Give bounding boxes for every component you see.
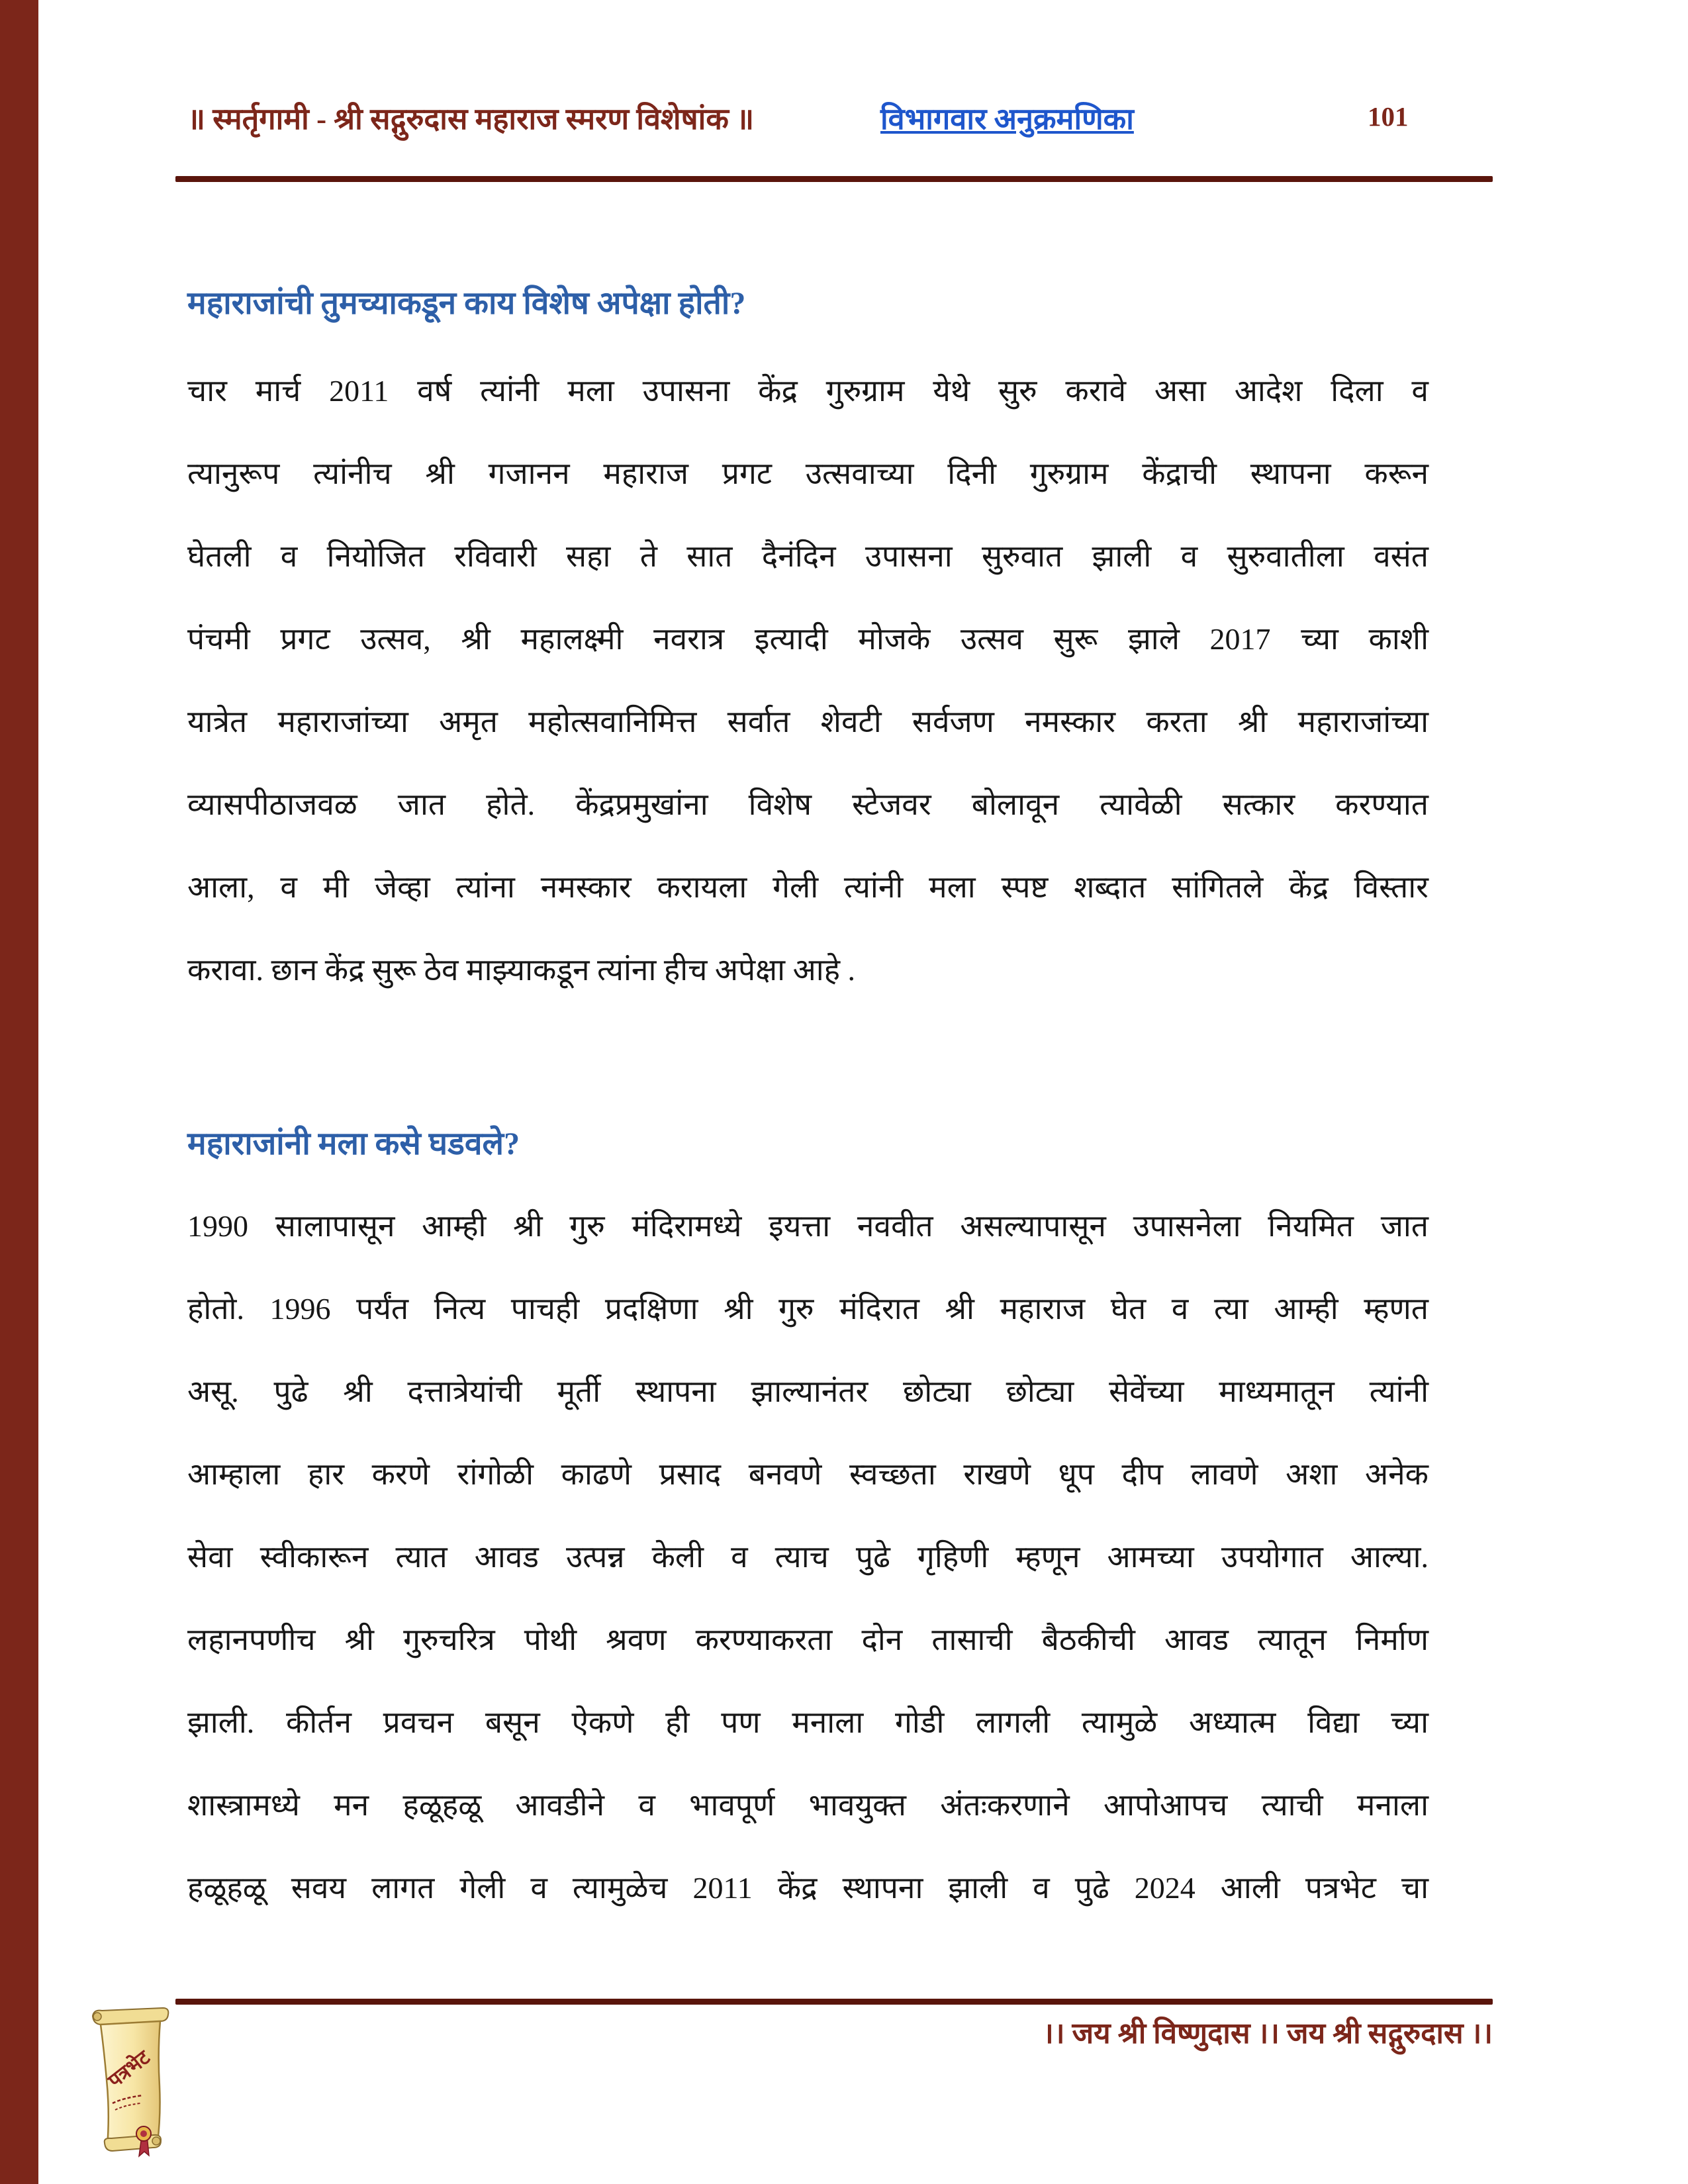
logo-wordmark: पत्रभेट: [104, 2046, 154, 2093]
paragraph-expectation: [187, 349, 1429, 1011]
page-number: 101: [1368, 101, 1409, 132]
paragraph-line: यात्रेत महाराजांच्या अमृत महोत्सवानिमित्त सर्वात शेवटी सर्वजण नमस्कार करता श्री महाराजांच्या: [187, 705, 1429, 739]
paragraph-line: 1990 सालापासून आम्ही श्री गुरु मंदिरामध्ये इयत्ता नववीत असल्यापासून उपासनेला नियमित जात: [187, 1209, 1429, 1243]
toc-link[interactable]: विभागवार अनुक्रमणिका: [880, 103, 1134, 136]
paragraph-line: हळूहळू सवय लागत गेली व त्यामुळेच 2011 केंद्र स्थापना झाली व पुढे 2024 आली पत्रभेट चा: [187, 1871, 1429, 1905]
footer-blessing: ।। जय श्री विष्णुदास ।। जय श्री सद्गुरुदास ।।: [1043, 2017, 1493, 2050]
paragraph-line: व्यासपीठाजवळ जात होते. केंद्रप्रमुखांना विशेष स्टेजवर बोलावून त्यावेळी सत्कार करण्यात: [187, 788, 1429, 821]
paragraph-line: असू. पुढे श्री दत्तात्रेयांची मूर्ती स्थापना झाल्यानंतर छोट्या छोट्या सेवेंच्या माध्यमातून त्यांनी: [187, 1375, 1429, 1408]
paragraph-line: लहानपणीच श्री गुरुचरित्र पोथी श्रवण करण्याकरता दोन तासाची बैठकीची आवड त्यातून निर्माण: [187, 1623, 1429, 1657]
header-divider: [175, 176, 1493, 182]
paragraph-line: घेतली व नियोजित रविवारी सहा ते सात दैनंदिन उपासना सुरुवात झाली व सुरुवातीला वसंत: [187, 539, 1429, 573]
paragraph-line: आम्हाला हार करणे रांगोळी काढणे प्रसाद बनवणे स्वच्छता राखणे धूप दीप लावणे अशा अनेक: [187, 1457, 1429, 1491]
paragraph-line: शास्त्रामध्ये मन हळूहळू आवडीने व भावपूर्ण भावयुक्त अंतःकरणाने आपोआपच त्याची मनाला: [187, 1788, 1429, 1822]
paragraph-line: त्यानुरूप त्यांनीच श्री गजानन महाराज प्रगट उत्सवाच्या दिनी गुरुग्राम केंद्राची स्थापना करून: [187, 457, 1429, 490]
section-heading-expectation: महाराजांची तुमच्याकडून काय विशेष अपेक्षा होती?: [187, 286, 746, 321]
journal-title: ॥ स्मर्तृगामी - श्री सद्गुरुदास महाराज स्मरण विशेषांक ॥: [187, 103, 755, 136]
section-heading-shaping: महाराजांनी मला कसे घडवले?: [187, 1126, 520, 1161]
paragraph-line: करावा. छान केंद्र सुरू ठेव माझ्याकडून त्यांना हीच अपेक्षा आहे .: [187, 953, 856, 987]
patrabhet-scroll-logo-icon: [85, 2007, 176, 2165]
paragraph-line: सेवा स्वीकारून त्यात आवड उत्पन्न केली व त्याच पुढे गृहिणी म्हणून आमच्या उपयोगात आल्या.: [187, 1540, 1429, 1574]
paragraph-line: पंचमी प्रगट उत्सव, श्री महालक्ष्मी नवरात्र इत्यादी मोजके उत्सव सुरू झाले 2017 च्या काशी: [187, 622, 1429, 656]
paragraph-line: आला, व मी जेव्हा त्यांना नमस्कार करायला गेली त्यांनी मला स्पष्ट शब्दात सांगितले केंद्र विस्तार: [187, 870, 1429, 904]
paragraph-line: चार मार्च 2011 वर्ष त्यांनी मला उपासना केंद्र गुरुग्राम येथे सुरु करावे असा आदेश दिला व: [187, 374, 1429, 408]
paragraph-line: होतो. 1996 पर्यंत नित्य पाचही प्रदक्षिणा श्री गुरु मंदिरात श्री महाराज घेत व त्या आम्ही म्हणत: [187, 1292, 1429, 1326]
paragraph-shaping: [187, 1185, 1429, 1929]
left-border-bar: [0, 0, 38, 2184]
paragraph-line: झाली. कीर्तन प्रवचन बसून ऐकणे ही पण मनाला गोडी लागली त्यामुळे अध्यात्म विद्या च्या: [187, 1706, 1429, 1739]
footer-divider: [175, 1999, 1493, 2005]
